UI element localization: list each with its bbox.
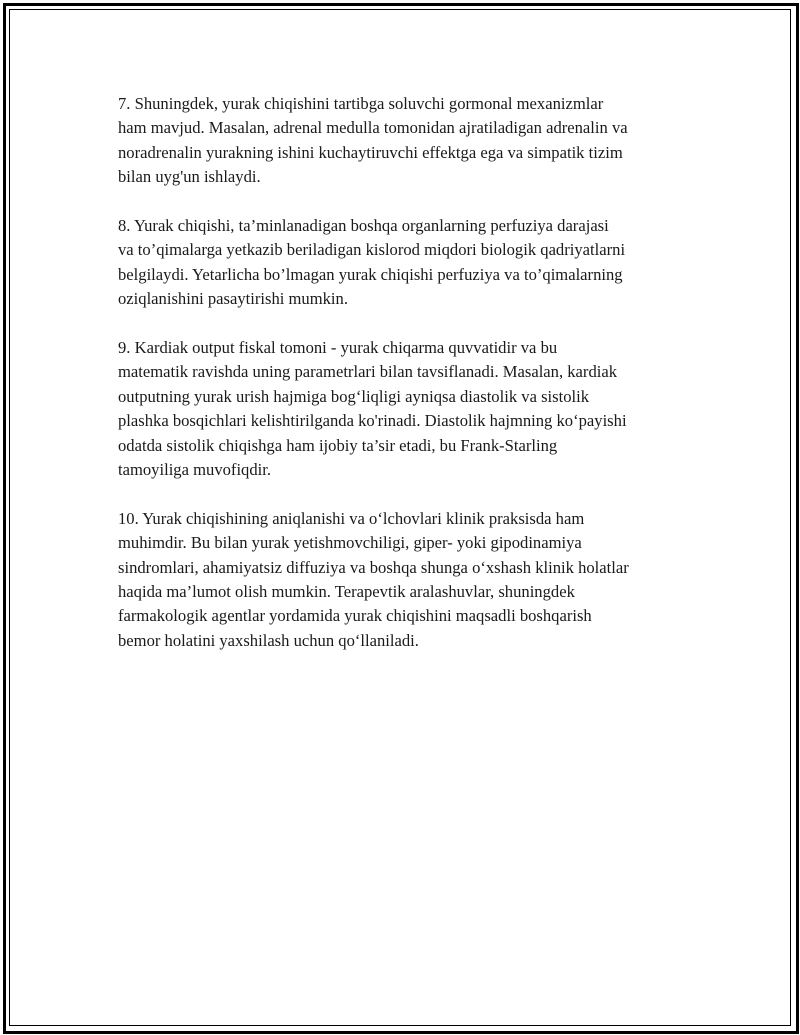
- document-body: [118, 92, 693, 678]
- paragraph-10: 10. Yurak chiqishining aniqlanishi va o‘lchovlari klinik praksisda ham muhimdir. Bu bilan yurak yetishmovchiligi, giper- yoki gipodinamiya sindromlari, ahamiyatsiz diffuziya va boshqa shunga o‘xshash klinik holatlar haqida ma’lumot olish mumkin. Terapevtik aralashuvlar, shuningdek farmakologik agentlar yordamida yurak chiqishini maqsadli boshqarish bemor holatini yaxshilash uchun qo‘llaniladi.: [118, 508, 629, 650]
- paragraph-9: 9. Kardiak output fiskal tomoni - yurak chiqarma quvvatidir va bu matematik ravishda uning parametrlari bilan tavsiflanadi. Masalan, kardiak outputning yurak urish hajmiga bog‘liqligi ayniqsa diastolik va sistolik plashka bosqichlari kelishtirilganda ko'rinadi. Diastolik hajmning ko‘payishi odatda sistolik chiqishga ham ijobiy ta’sir etadi, bu Frank-Starling tamoyiliga muvofiqdir.: [118, 338, 627, 480]
- paragraph-7: 7. Shuningdek, yurak chiqishini tartibga soluvchi gormonal mexanizmlar ham mavjud. Masalan, adrenal medulla tomonidan ajratiladigan adrenalin va noradrenalin yurakning ishini kuchaytiruvchi effektga ega va simpatik tizim bilan uyg'un ishlaydi.: [118, 94, 628, 187]
- paragraph-8: 8. Yurak chiqishi, ta’minlanadigan boshqa organlarning perfuziya darajasi va to’qimalarga yetkazib beriladigan kislorod miqdori biologik qadriyatlarni belgilaydi. Yetarlicha bo’lmagan yurak chiqishi perfuziya va to’qimalarning oziqlanishini pasaytirishi mumkin.: [118, 216, 626, 309]
